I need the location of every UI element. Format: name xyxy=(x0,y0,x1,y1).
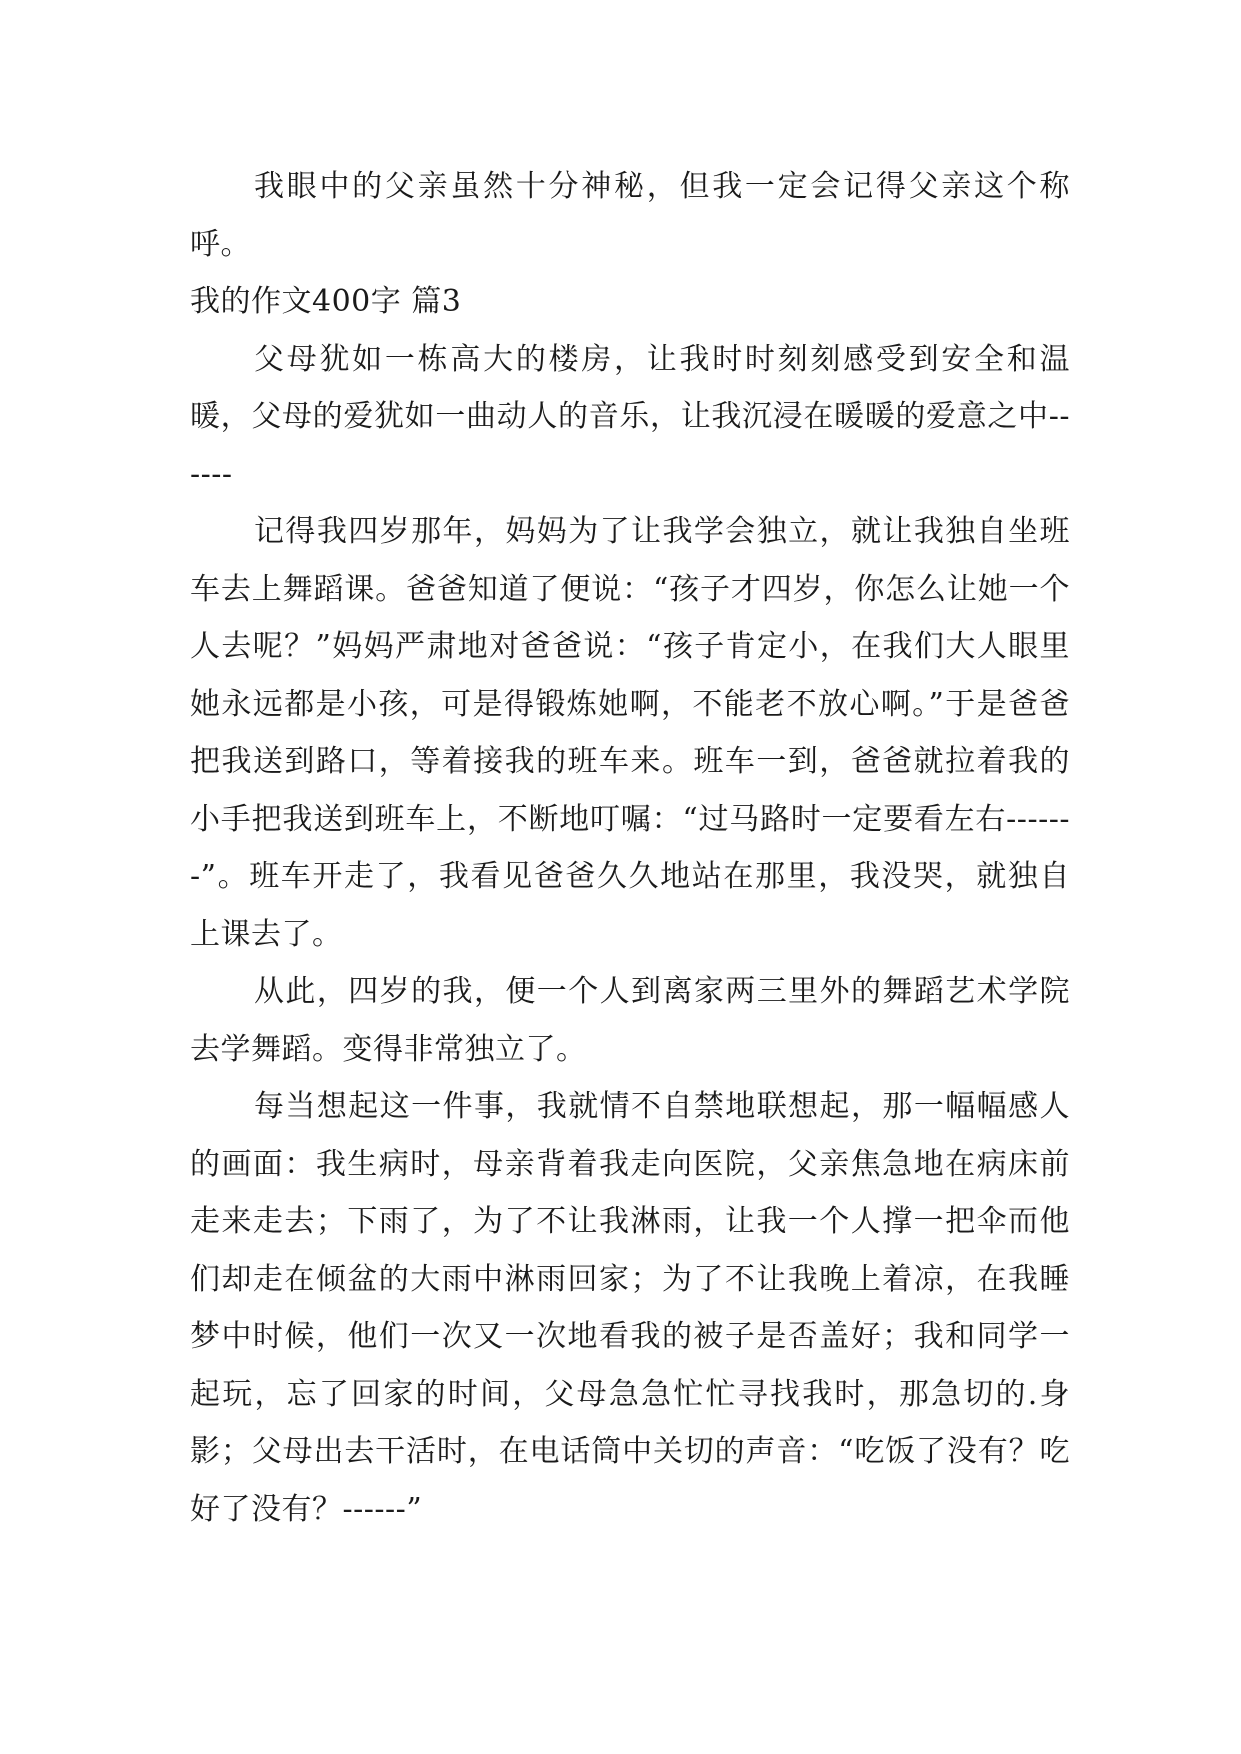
essay-heading: 我的作文400字 篇3 xyxy=(190,284,462,319)
paragraph-memories: 每当想起这一件事，我就情不自禁地联想起，那一幅幅感人的画面：我生病时，母亲背着我走向医院，父亲焦急地在病床前走来走去；下雨了，为了不让我淋雨，让我一个人撑一把伞而他们却走在倾盆的大雨中淋雨回家；为了不让我晚上着凉，在我睡梦中时候，他们一次又一次地看我的被子是否盖好；我和同学一起玩，忘了回家的时间，父母急急忙忙寻找我时，那急切的.身影；父母出去干活时，在电话筒中关切的声音：“吃饭了没有？吃好了没有？------” xyxy=(190,1089,1070,1527)
paragraph-independent: 从此，四岁的我，便一个人到离家两三里外的舞蹈艺术学院去学舞蹈。变得非常独立了。 xyxy=(190,974,1070,1067)
document-body xyxy=(190,158,1070,1538)
paragraph-father-closing: 我眼中的父亲虽然十分神秘，但我一定会记得父亲这个称呼。 xyxy=(190,169,1070,262)
paragraph-parents-love: 父母犹如一栋高大的楼房，让我时时刻刻感受到安全和温暖，父母的爱犹如一曲动人的音乐，让我沉浸在暖暖的爱意之中------ xyxy=(190,341,1070,492)
paragraph-four-years-old: 记得我四岁那年，妈妈为了让我学会独立，就让我独自坐班车去上舞蹈课。爸爸知道了便说：“孩子才四岁，你怎么让她一个人去呢？”妈妈严肃地对爸爸说：“孩子肯定小，在我们大人眼里她永远都是小孩，可是得锻炼她啊，不能老不放心啊。”于是爸爸把我送到路口，等着接我的班车来。班车一到，爸爸就拉着我的小手把我送到班车上，不断地叮嘱：“过马路时一定要看左右-------”。班车开走了，我看见爸爸久久地站在那里，我没哭，就独自上课去了。 xyxy=(190,514,1070,952)
